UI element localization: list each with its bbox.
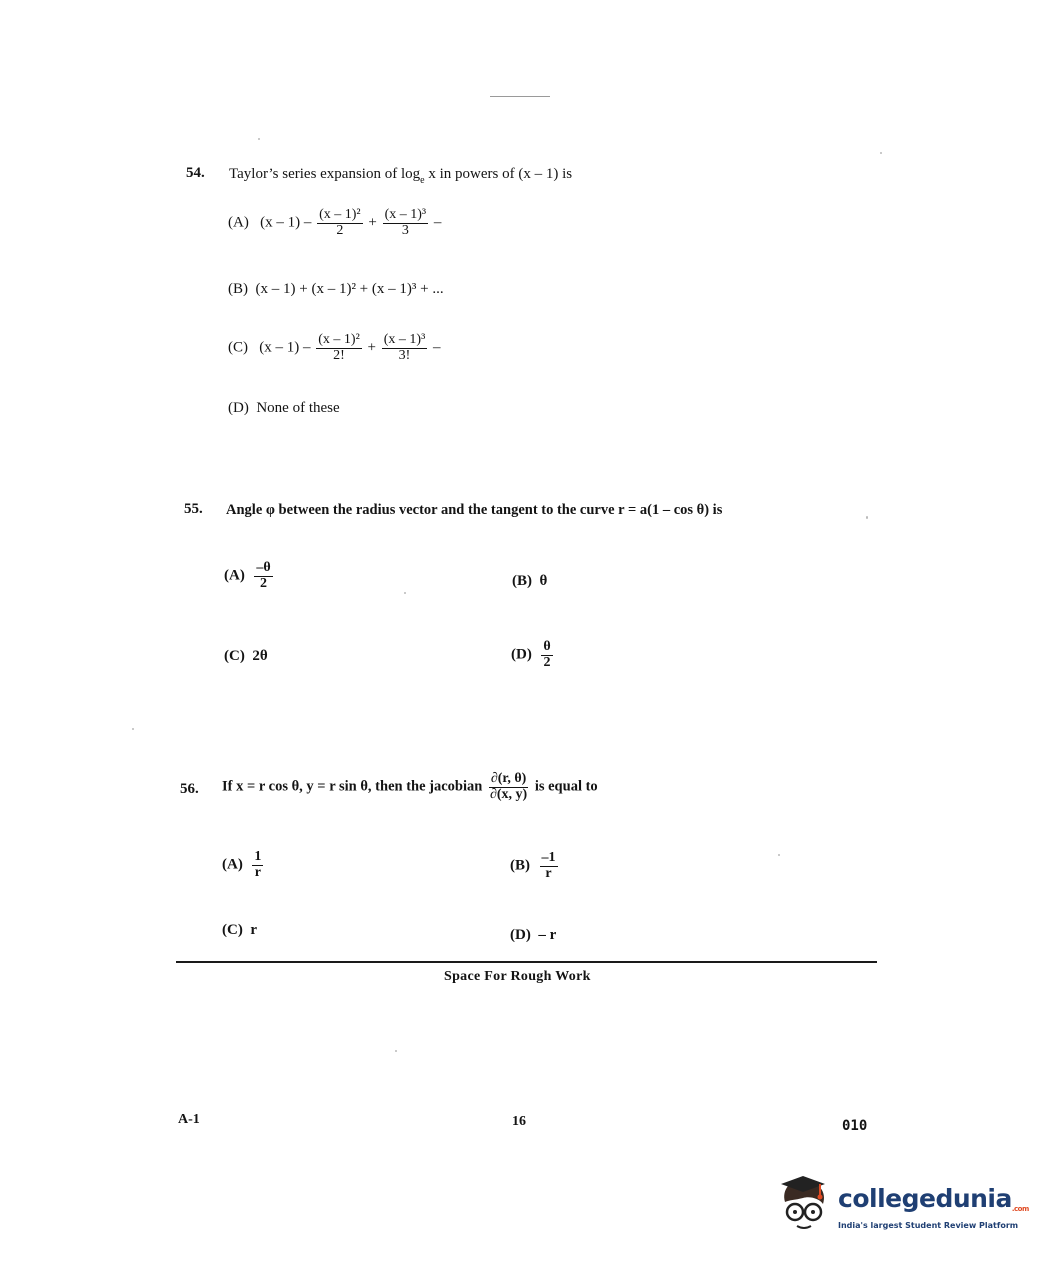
fraction: $\frac{\text{(x – 1)³}}{3!}$ — [383, 332, 426, 363]
q56-option-c[interactable]: (C) r — [222, 922, 257, 938]
q56-question: If x = r cos θ, y = r sin θ, then the jacobian $\frac{\partial(r, \theta)}{\partial(x, y)}$ is equal to — [222, 771, 598, 802]
q56-option-b[interactable]: (B) $\frac{-1}{r}$ — [510, 850, 556, 881]
fraction: $\frac{\theta}{2}$ — [543, 639, 551, 670]
logo-tagline: India's largest Student Review Platform — [838, 1221, 1019, 1230]
q55-option-c[interactable]: (C) 2θ — [224, 648, 268, 664]
scan-speck — [866, 516, 868, 519]
q56-number: 56. — [180, 781, 199, 797]
collegedunia-logo[interactable]: collegedunia.com — [838, 1184, 1029, 1213]
scan-mark — [490, 96, 550, 97]
q55-option-d[interactable]: (D) $\frac{\theta}{2}$ — [511, 639, 551, 670]
scan-speck — [395, 1050, 397, 1052]
booklet-code: A-1 — [178, 1112, 200, 1127]
q55-option-b[interactable]: (B) θ — [512, 573, 548, 589]
fraction: $\frac{-1}{r}$ — [541, 850, 556, 881]
page-number: 16 — [512, 1114, 526, 1129]
q54-option-a[interactable]: (A) (x – 1) – $\frac{\text{(x – 1)²}}{2}$ + $\frac{\text{(x – 1)³}}{3}$ – — [228, 207, 442, 238]
q56-option-a[interactable]: (A) $\frac{1}{r}$ — [222, 849, 262, 880]
scan-speck — [778, 854, 780, 856]
q54-question: Taylor’s series expansion of $\log_e x$ in powers of (x – 1) is — [229, 166, 573, 186]
q54-option-b[interactable]: (B) (x – 1) + (x – 1)² + (x – 1)³ + ... — [228, 281, 444, 297]
paper-code: 010 — [842, 1118, 868, 1134]
fraction: $\frac{-\theta}{2}$ — [256, 560, 271, 591]
q55-question: Angle φ between the radius vector and the tangent to the curve r = a(1 – cos θ) is — [226, 502, 723, 518]
q55-option-a[interactable]: (A) $\frac{-\theta}{2}$ — [224, 560, 271, 591]
q55-number: 55. — [184, 501, 203, 517]
scan-speck — [258, 138, 260, 140]
divider-line — [176, 961, 877, 963]
q54-option-d[interactable]: (D) None of these — [228, 400, 340, 416]
jacobian-fraction: $\frac{\partial(r, \theta)}{\partial(x, y)}$ — [489, 771, 528, 802]
q54-option-c[interactable]: (C) (x – 1) – $\frac{\text{(x – 1)²}}{2!}$ + $\frac{\text{(x – 1)³}}{3!}$ – — [228, 332, 441, 363]
q56-option-d[interactable]: (D) – r — [510, 927, 557, 943]
scan-speck — [404, 592, 406, 594]
fraction: $\frac{1}{r}$ — [254, 849, 262, 880]
fraction: $\frac{\text{(x – 1)²}}{2!}$ — [318, 332, 360, 363]
scan-speck — [880, 152, 882, 154]
fraction: $\frac{\text{(x – 1)³}}{3}$ — [384, 207, 427, 238]
rough-work-label: Space For Rough Work — [444, 969, 591, 984]
scan-speck — [132, 728, 134, 730]
collegedunia-mascot-icon — [779, 1174, 831, 1232]
q54-number: 54. — [186, 165, 205, 181]
fraction: $\frac{\text{(x – 1)²}}{2}$ — [319, 207, 361, 238]
